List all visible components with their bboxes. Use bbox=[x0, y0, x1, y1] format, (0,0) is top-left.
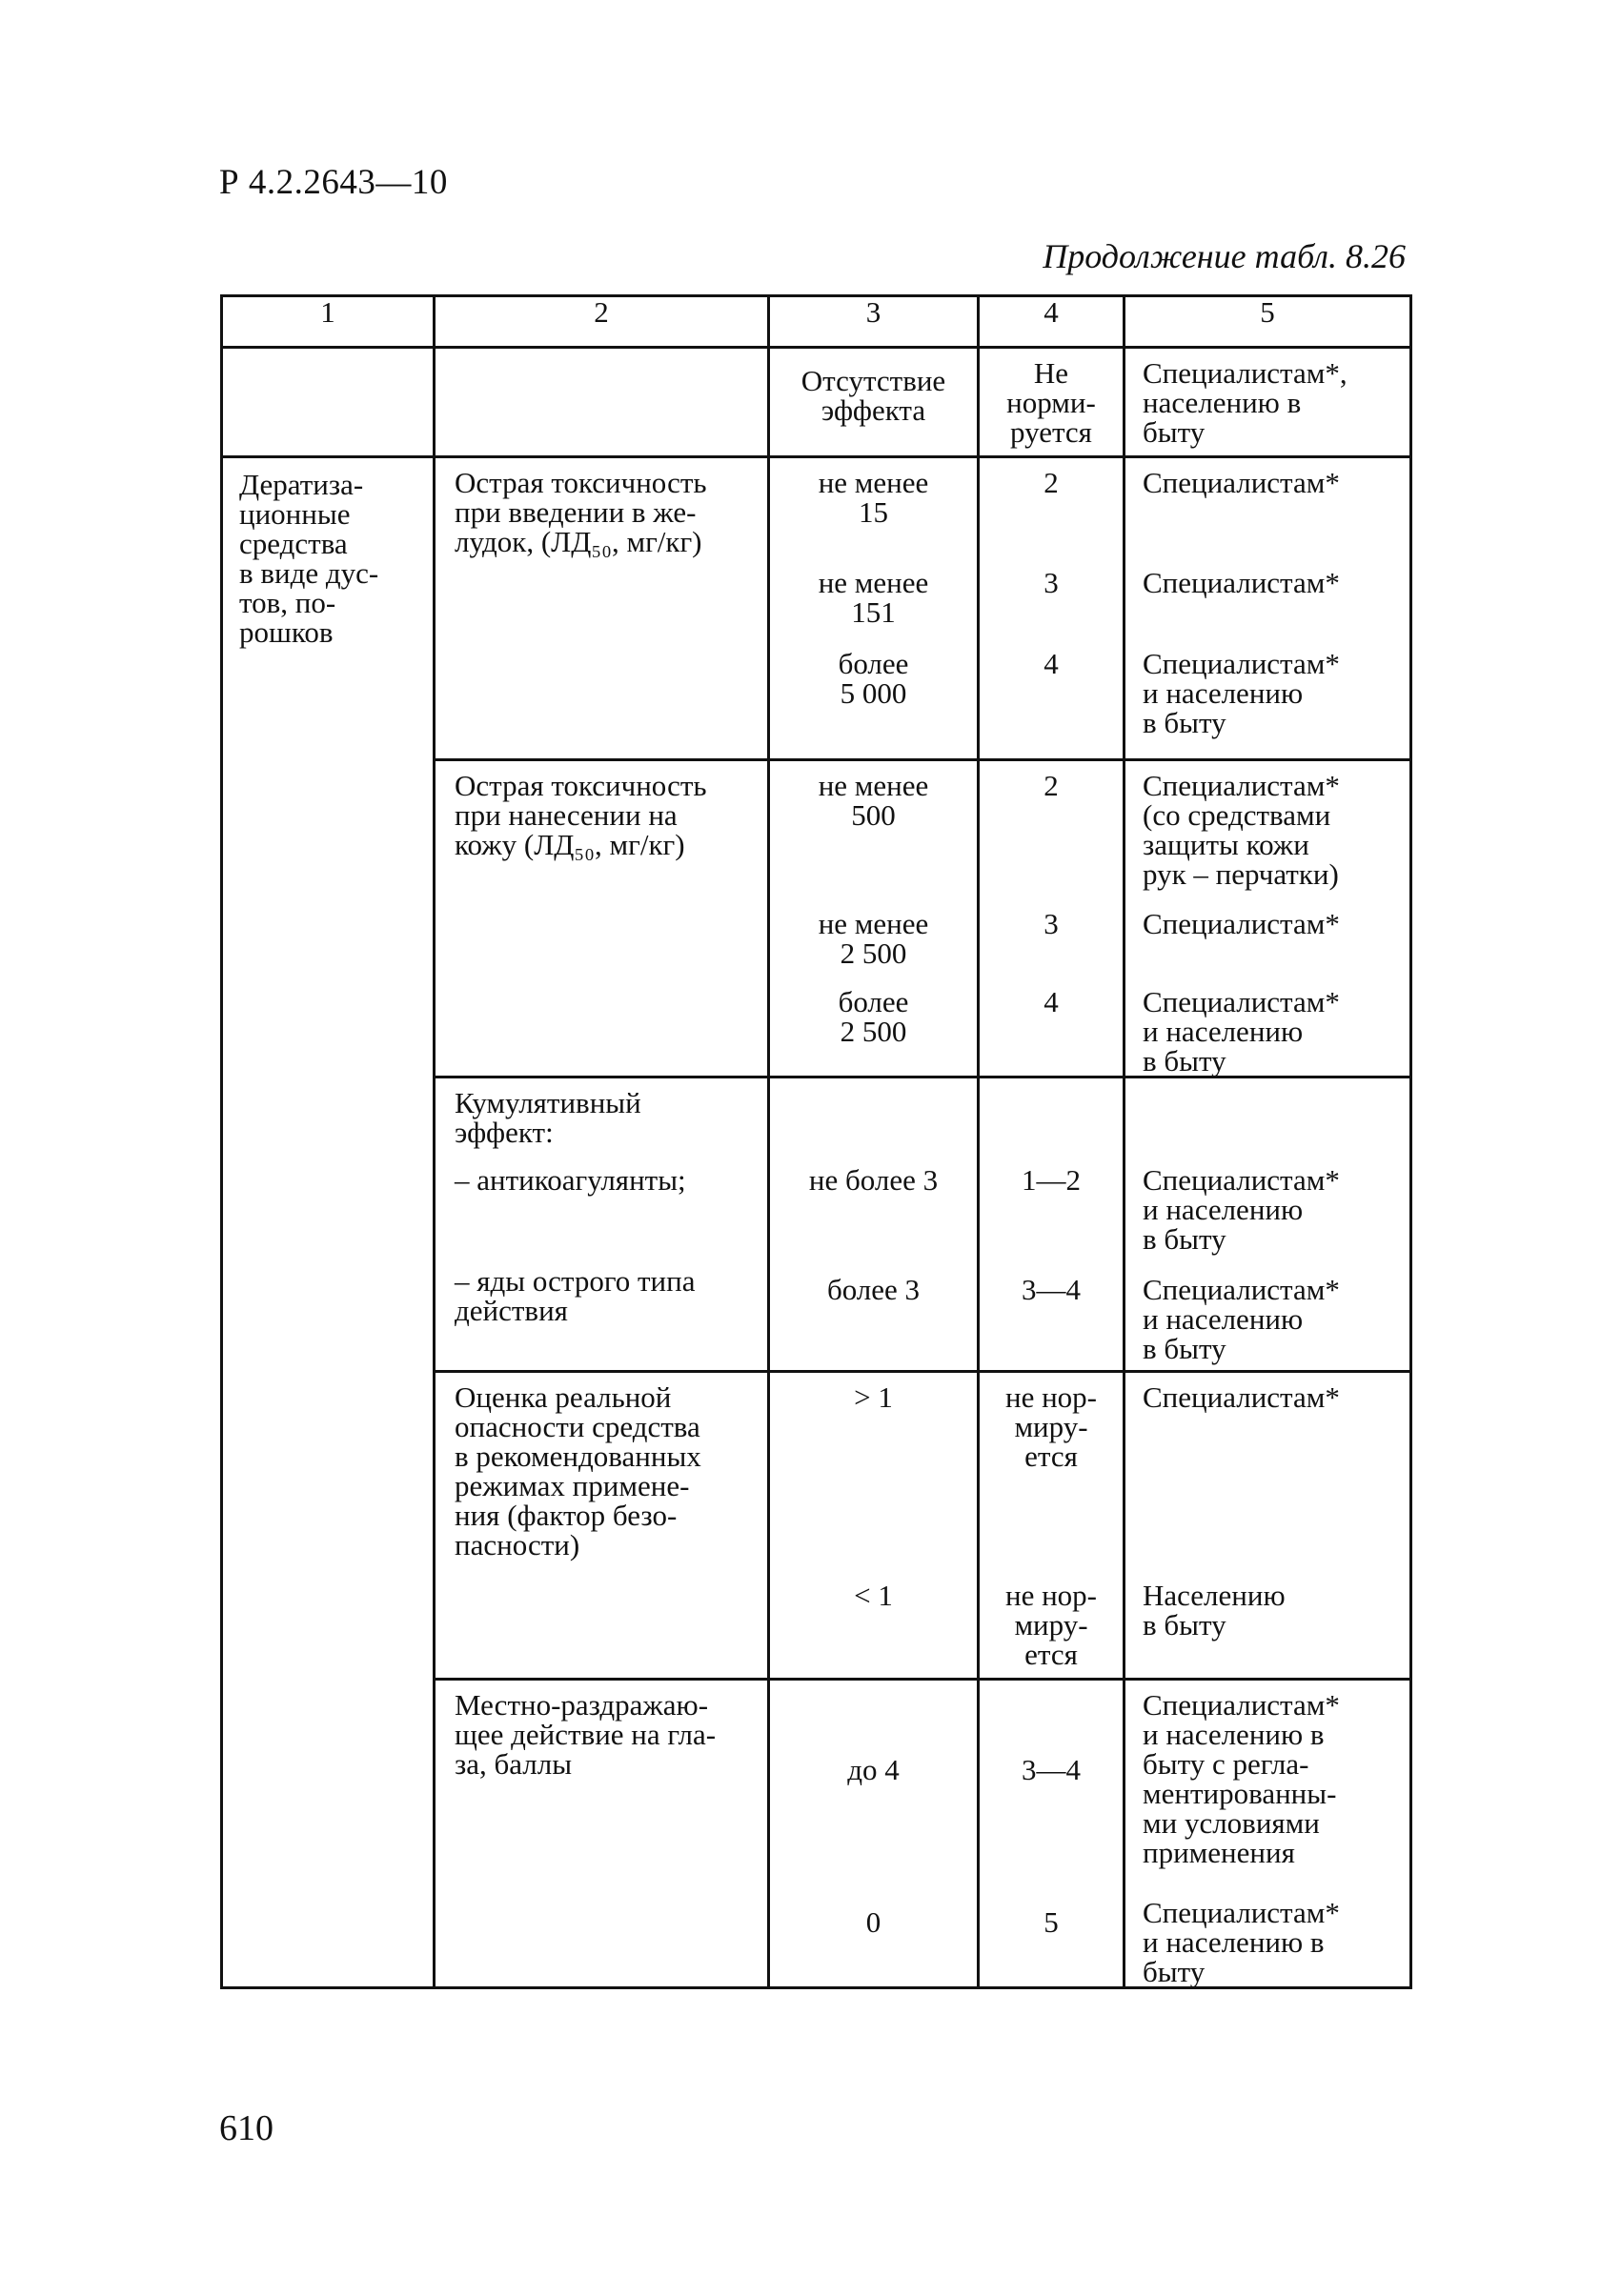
value-cell: не менее 500 не менее 2 500 более 2 500 bbox=[769, 760, 979, 1078]
table-cell: Специалистам*, населению в быту bbox=[1125, 348, 1411, 457]
recipient-cell: Специалистам* и населению в быту с регла- ментированны- ми условиями применения Специалистам* и населению в быту bbox=[1125, 1680, 1411, 1988]
value-cell: > 1 < 1 bbox=[769, 1372, 979, 1680]
section-name-cell: Кумулятивный эффект: – антикоагулянты; – яды острого типа действия bbox=[435, 1078, 769, 1372]
section-name-cell: Острая токсичность при введении в же- лудок, (ЛД₅₀, мг/кг) bbox=[435, 457, 769, 760]
section-name-cell: Местно-раздражаю- щее действие на гла- за, баллы bbox=[435, 1680, 769, 1988]
intro-row bbox=[222, 348, 1411, 457]
table-cell: Отсутствие эффекта bbox=[769, 348, 979, 457]
section-name-cell: Оценка реальной опасности средства в рекомендованных режимах примене- ния (фактор безо- пасности) bbox=[435, 1372, 769, 1680]
page-number: 610 bbox=[219, 2108, 274, 2148]
recipient-cell: Специалистам* Специалистам* Специалистам* и населению в быту bbox=[1125, 457, 1411, 760]
column-number-row bbox=[222, 296, 1411, 348]
value-cell: не менее 15 не менее 151 более 5 000 bbox=[769, 457, 979, 760]
document-code: Р 4.2.2643—10 bbox=[219, 163, 448, 202]
value-cell: до 4 0 bbox=[769, 1680, 979, 1988]
section-row bbox=[222, 457, 1411, 760]
table-cell: Не норми- руется bbox=[979, 348, 1125, 457]
column-number: 3 bbox=[769, 296, 979, 348]
empty-cell bbox=[222, 348, 435, 457]
class-cell: 2 3 4 bbox=[979, 760, 1125, 1078]
column-number: 4 bbox=[979, 296, 1125, 348]
value-cell: не более 3 более 3 bbox=[769, 1078, 979, 1372]
section-name-cell: Острая токсичность при нанесении на кожу (ЛД₅₀, мг/кг) bbox=[435, 760, 769, 1078]
table-continuation-caption: Продолжение табл. 8.26 bbox=[1043, 237, 1406, 275]
column-number: 5 bbox=[1125, 296, 1411, 348]
recipient-cell: Специалистам* и населению в быту Специалистам* и населению в быту bbox=[1125, 1078, 1411, 1372]
toxicity-table bbox=[220, 294, 1412, 1989]
empty-cell bbox=[435, 348, 769, 457]
class-cell: 3—4 5 bbox=[979, 1680, 1125, 1988]
recipient-cell: Специалистам* Населению в быту bbox=[1125, 1372, 1411, 1680]
class-cell: 1—2 3—4 bbox=[979, 1078, 1125, 1372]
class-cell: не нор- миру- ется не нор- миру- ется bbox=[979, 1372, 1125, 1680]
group-label-cell: Дератиза- ционные средства в виде дус- тов, по- рошков bbox=[222, 457, 435, 1988]
column-number: 2 bbox=[435, 296, 769, 348]
recipient-cell: Специалистам* (со средствами защиты кожи рук – перчатки) Специалистам* Специалистам* и населению в быту bbox=[1125, 760, 1411, 1078]
column-number: 1 bbox=[222, 296, 435, 348]
class-cell: 2 3 4 bbox=[979, 457, 1125, 760]
